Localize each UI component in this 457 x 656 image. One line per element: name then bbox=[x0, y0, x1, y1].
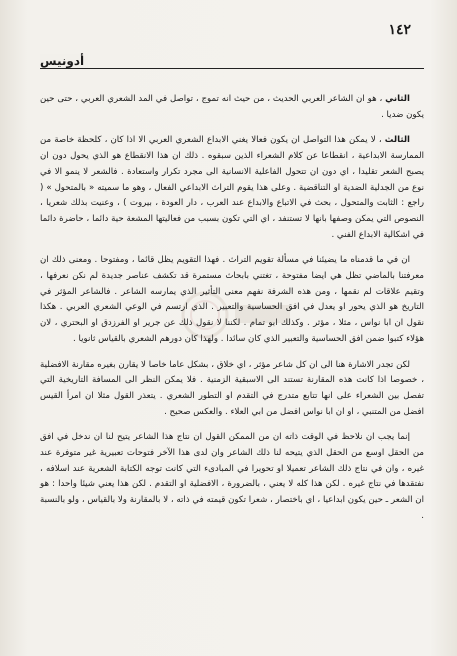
paragraph-lead: الثاني bbox=[385, 94, 410, 104]
page-body bbox=[40, 92, 424, 535]
paragraph-text: ان في ما قدمناه ما يضيئنا في مسألة تقويم التراث . فهذا التقويم يظل قائما ، ومفتوحا . ومعنى ذلك ان معرفتنا بالماضي تظل هي ايضا مفتوحة ، تغتني بابحاث مستمرة قد تكشف عناصر جديدة لم نكن نعرفها ، وتقيم علاقات لم نقمها ، ومن هذه الشرفة نفهم معنى التأثير الذي يمارسه الشاعر . فالشاعر المؤثر في التاريخ هو الذي يحور او يعدل في افق الحساسية والتعبير . الذي ارتسم في الوعي الشعري العربي . هكذا نقول ان ابا نواس ، مثلا ، مؤثر . وكذلك ابو تمام . لكننا لا نقول ذلك عن جرير او الفرزدق او البحتري ، لان هؤلاء كتبوا ضمن افق الحساسية والتعبير الذي كان سائدا . ولهذا كان دورهم الشعري بالقياس ثانويا . bbox=[40, 255, 424, 344]
paragraph-5 bbox=[40, 430, 424, 524]
running-header bbox=[40, 52, 424, 80]
paragraph-3 bbox=[40, 253, 424, 347]
paragraph-text: إنما يجب ان نلاحظ في الوقت ذاته ان من الممكن القول ان نتاج هذا الشاعر يتيح لنا ان ندخل في افق من الحقل اوسع من الحقل الذي يتيحه لنا ذلك الشاعر وان لدى هذا الآخر فتوحات تعبيرية غير متوفرة عند غيره ، وان في نتاج ذلك الشاعر تعميلا او تحويرا في المبادىء التي كانت توجه الكتابة الشعرية عند اسلافه ، نفتقدها في نتاج غيره . لكن هذا كله لا يعني ، بالضرورة ، الافضلية او التقدم . لكن هذا يعني شيئا واحدا : هو ان الشعر ـ حين يكون ابداعيا ، اي باختصار ، شعرا تكون قيمته في ذاته ، لا بالمقارنة ولا بالقياس ، ولو بالنسبة . bbox=[40, 432, 424, 521]
paragraph-text: ، لا يمكن هذا التواصل ان يكون فعالا يغني الابداع الشعري العربي الا اذا كان ، كلحظة خاصة من الممارسة الابداعية ، انقطاعا عن كلام الشعراء الذين سبقوه . ذلك ان هذا الانقطاع هو الذي يحول دون ان يصبح الشعر تقليدا ، اي دون ان تتحول الفاعلية الانسانية الى مجرد تكرار واستعادة . فالشعر لا ينمو الا في نوع من الجدلية الضدية او التناقضية . وعلى هذا يقوم التراث الابداعي الفعال ، وهو ما سميته « بالمتحول » ( راجع : الثابت والمتحول ، بحث في الاتباع والابداع عند العرب ، دار العودة ، بيروت ) ، وعنيت بذلك شعريا ، النصوص التي يمكن وصفها بانها لا تستنفد ، اي التي تكون بسبب من فعاليتها المشعة حية دائما ، حاضرة دائما في اشكالية الابداع الفني . bbox=[40, 135, 424, 240]
paragraph-4 bbox=[40, 358, 424, 421]
paragraph-2 bbox=[40, 133, 424, 243]
paragraph-text: ، هو ان الشاعر العربي الحديث ، من حيث انه تموج ، تواصل في المد الشعري العربي ، حتى حين يكون ضديا . bbox=[40, 94, 424, 120]
author-name: أدونيس bbox=[40, 54, 88, 68]
paragraph-1 bbox=[40, 92, 424, 123]
paragraph-lead: الثالث bbox=[384, 135, 410, 146]
page-number: ١٤٢ bbox=[388, 22, 411, 38]
header-rule bbox=[40, 68, 424, 69]
paragraph-text: لكن تجدر الاشارة هنا الى ان كل شاعر مؤثر ، اي خلاق ، بشكل عاما خاصا لا يقارن بغيره مقارنة الافضلية ، خصوصا اذا كانت هذه المقارنة تستند الى الاسبقية الزمنية . فلا يمكن النظر الى المسافة التاريخية التي تفصل بين الشعراء على انها تتابع متدرج في التقدم او التطور الشعري . يتعذر القول مثلا ان امرأ القيس افضل من المتنبي ، او ان ابا نواس افضل من ابي العلاء . والعكس صحيح . bbox=[40, 359, 424, 417]
